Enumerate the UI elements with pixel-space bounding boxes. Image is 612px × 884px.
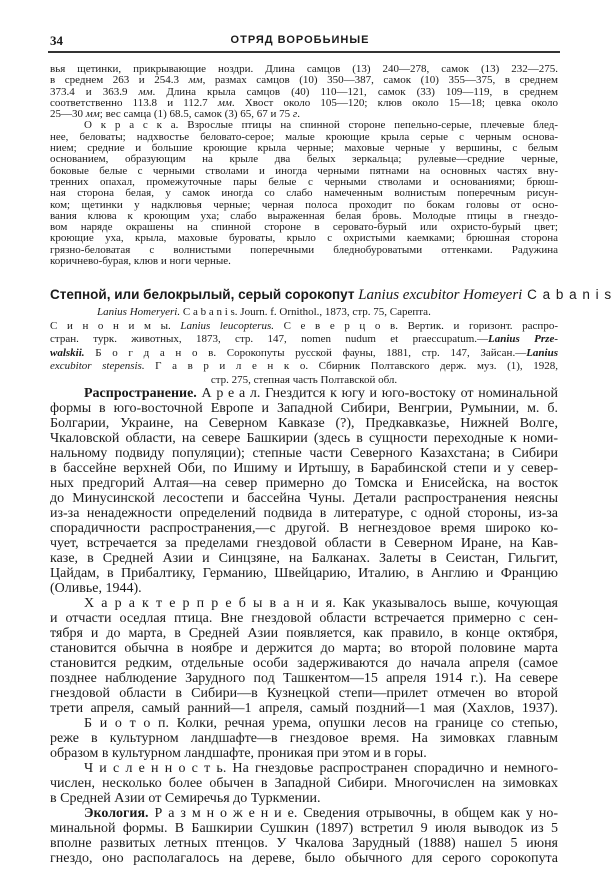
section-title: Экология.	[84, 806, 149, 821]
text-segment: нием; средние и большие кроющие крыла черные; маховые черные у вершины, с белым	[50, 142, 558, 155]
text-segment: Цайдам, в Прибалтику, Германию, Швейцарию, Италию, в Англию и Францию	[50, 566, 558, 581]
synonyms-block	[50, 306, 558, 388]
text-segment: .	[297, 108, 300, 121]
text-segment: минальной формы. В Башкирии Сушкин (1897) встретил 9 июля выводок из 5	[50, 821, 558, 836]
text-segment: тября и до марта, в Средней Азии появляется, как правило, в конце октября,	[50, 626, 558, 641]
text-line	[50, 851, 558, 866]
text-segment: Р а з м н о ж е н и е. Сведения отрывочны, в общем как у но-	[148, 806, 558, 821]
latin-name: Lanius	[526, 346, 558, 359]
text-line	[50, 536, 558, 551]
text-line	[50, 360, 558, 374]
text-line	[50, 506, 558, 521]
text-segment: позднее наблюдение Зарудного под Ташкентом—15 апреля 1914 г.). На севере	[50, 671, 558, 686]
text-line	[50, 716, 558, 731]
text-segment: грязно-беловатая с волнистыми поперечными бледнобуроватыми оттенками. Радужина	[50, 243, 558, 256]
text-segment: нее, беловаты; надхвостье беловато-серое; малые кроющие крыла серые с черным основа-	[50, 130, 558, 143]
text-segment: казе, в Средней Азии и Синцзяне, на Балканах. Залеты в Сеистан, Гильгит,	[50, 551, 558, 566]
text-segment: спорадичности распространения,—с другой. В негнездовое время широко ко-	[50, 521, 558, 536]
text-segment: из-за ненадежности определений подвида в литературе, с одной стороны, из-за	[50, 506, 558, 521]
text-segment: . Длина крыла самцов (40) 110—121, самок (33) 109—119, в среднем	[152, 85, 558, 98]
text-segment: С и н о н и м ы.	[50, 319, 181, 332]
text-segment: соответственно 113.8 и 112.7	[50, 96, 218, 109]
text-segment: ; вес самца (1) 68.5, самок (3) 65, 67 и 75	[99, 108, 293, 121]
text-line	[50, 386, 558, 401]
latin-name: Lanius Prze-	[488, 333, 559, 346]
text-line	[50, 431, 558, 446]
text-segment: Ч и с л е н н о с т ь. На гнездовье распространен спорадично и немного-	[84, 761, 558, 776]
text-segment: в бассейне верхней Оби, по Ишиму и Иртышу, в Барабинской степи и у север-	[50, 461, 558, 476]
species-latin-name: Lanius excubitor Homeyeri	[358, 287, 523, 303]
text-segment: коричнево-бурая, клюв и ноги черные.	[50, 255, 231, 268]
text-segment: Г а в р и л е н к о. Сбирник Полтавского держ. муз. (1), 1928,	[144, 360, 558, 373]
text-line	[50, 446, 558, 461]
text-segment: Б о г д а н о в. Сорокопуты русской фауны, 1881, стр. 147, Зайсан.—	[84, 346, 527, 359]
text-line	[50, 596, 558, 611]
text-segment: гнездовой области в Сибири—в Кузнецкой степи—прилет отмечен во второй	[50, 686, 558, 701]
text-segment: C a b a n i s. Journ. f. Ornithol., 1873, стр. 75, Сарепта.	[180, 306, 431, 318]
text-line	[50, 401, 558, 416]
species-heading	[50, 287, 612, 304]
latin-name: мм	[85, 108, 100, 121]
text-segment: вполне развитых летных птенцов. У Чкалова Зарудный (1888) нашел 5 июня	[50, 836, 558, 851]
text-segment: до Минусинской лесостепи и бассейна Чуны. Детали распространения неясны	[50, 491, 558, 506]
text-segment: Чкаловской области, на севере Башкирии (здесь в сущности переходные к номи-	[50, 431, 558, 446]
text-segment: кроющие уха, крыла, маховые буроваты, крыло с охристыми каемками; брюшная сторона	[50, 232, 558, 245]
text-line	[50, 776, 558, 791]
latin-name: мм	[138, 85, 153, 98]
text-line	[50, 821, 558, 836]
latin-name: г	[292, 108, 298, 121]
text-segment: боковые белые с черными стволами и иногда черными пятнами на основных частях вну-	[50, 164, 558, 177]
text-line	[50, 626, 558, 641]
text-segment: тренних опахал, промежуточные пары белые с черными стволами и основаниями; брюш-	[50, 175, 558, 188]
text-segment: в среднем 263 и 254.3	[50, 74, 189, 87]
text-line	[50, 641, 558, 656]
text-line	[50, 333, 558, 347]
text-segment: основанием, образующим на крыле два белых зеркальца; рулевые—средние черные,	[50, 153, 558, 166]
text-segment: чует, встречается за пределами гнездовой области в Северном Иране, на Кав-	[50, 536, 558, 551]
header-rule	[48, 51, 560, 53]
text-line	[50, 611, 558, 626]
latin-name: мм	[217, 96, 232, 109]
text-segment: Болгарии, Украине, на Северном Кавказе (?), Предкавказье, Нижней Волге,	[50, 416, 558, 431]
text-segment: (Оливье, 1944).	[50, 581, 142, 596]
text-segment: Х а р а к т е р п р е б ы в а н и я. Как указывалось выше, кочующая	[84, 596, 558, 611]
text-segment: 25—30	[50, 108, 86, 121]
text-line	[50, 761, 558, 776]
text-line	[50, 256, 558, 267]
text-segment: формы в юго-восточной Европе и Западной Сибири, Венгрии, Румынии, м. б.	[50, 401, 558, 416]
text-segment: реже в культурном ландшафте—в гнездовое время. На зимовках главным	[50, 731, 558, 746]
latin-name: walskii.	[50, 346, 85, 359]
text-line	[50, 806, 558, 821]
text-line	[50, 521, 558, 536]
text-segment: вания клюва к кроющим уха; слабо выраженная белая бровь. Молодые птицы в гнездо-	[50, 209, 558, 222]
text-segment: ком; щетинки у надклювья черные; черная полоса проходит по бокам головы от осно-	[50, 198, 558, 211]
text-line	[50, 581, 558, 596]
text-segment: становится редким, отдельные особи задерживаются до начала апреля (самое	[50, 656, 558, 671]
text-line	[50, 731, 558, 746]
text-segment: ных предгорий Алтая—на север примерно до Томска и Енисейска, на восток	[50, 476, 558, 491]
latin-name: Lanius leucopterus.	[180, 319, 274, 332]
main-text	[50, 386, 558, 866]
latin-name: excubitor stepensis.	[50, 360, 145, 373]
text-segment: . Хвост около 105—120; клюв около 15—18; цевка около	[231, 96, 559, 109]
text-segment: трети апреля, самый ранний—1 апреля, самый поздний—1 мая (Хахлов, 1937).	[50, 701, 558, 716]
text-segment: и отчасти оседлая птица. Вне гнездовой области встречается примерно с сен-	[50, 611, 558, 626]
measurements-and-coloration-text	[50, 64, 558, 267]
text-line	[50, 476, 558, 491]
text-segment: 373.4 и 363.9	[50, 85, 139, 98]
text-line	[50, 566, 558, 581]
text-segment: А р е а л. Гнездится к югу и юго-востоку от номинальной	[196, 386, 558, 401]
section-title: Распространение.	[84, 386, 197, 401]
text-segment: Б и о т о п. Колки, речная урема, опушки лесов на границе со степью,	[84, 716, 558, 731]
text-segment: вья щетинки, прикрывающие ноздри. Длина самцов (13) 240—278, самок (13) 232—275.	[50, 63, 558, 75]
running-head: ОТРЯД ВОРОБЬИНЫЕ	[230, 34, 370, 46]
text-segment: О к р а с к а. Взрослые птицы на спинной стороне пепельно-серые, плечевые блед-	[84, 119, 558, 132]
text-segment: гнездо, оно располагалось на дереве, было обычного для серого сорокопута	[50, 851, 558, 866]
latin-name: Lanius Homeryeri.	[97, 306, 181, 318]
text-line	[50, 656, 558, 671]
text-line	[50, 306, 558, 320]
text-segment: стр. 275, степная часть Полтавской обл.	[210, 373, 398, 386]
text-line	[50, 701, 558, 716]
page-number: 34	[50, 33, 63, 48]
text-line	[50, 416, 558, 431]
text-line	[50, 491, 558, 506]
text-line	[50, 836, 558, 851]
text-segment: становится обычна в ноябре и держится до марта; во второй половине марта	[50, 641, 558, 656]
text-segment: нальному подвиду популяции); степные части Северного Казахстана; в Сибири	[50, 446, 558, 461]
species-common-name: Степной, или белокрылый, серый сорокопут	[50, 287, 359, 302]
text-segment: ная сторона белая, у самок иногда со слабо намеченным волнистым поперечным рисун-	[50, 187, 558, 200]
text-segment: стран. турк. животных, 1873, стр. 147, nomen nudum et praeccupatum.—	[50, 333, 489, 346]
text-line	[50, 320, 558, 334]
text-line	[50, 686, 558, 701]
text-line	[50, 671, 558, 686]
text-line	[50, 347, 558, 361]
text-line	[50, 746, 558, 761]
text-line	[50, 551, 558, 566]
latin-name: мм	[188, 74, 203, 87]
text-segment: числен, несколько более обычен в Западной Сибири. Многочислен на зимовках	[50, 776, 558, 791]
text-line	[50, 461, 558, 476]
text-segment: , размах самцов (10) 350—387, самок (10) 355—375, в среднем	[202, 74, 559, 87]
text-segment: вом наряде окрашены на спинной стороне в серовато-бурый или охристо-бурый цвет;	[50, 221, 558, 234]
text-segment: образом в культурном ландшафте, проникая при этом и в горы.	[50, 746, 427, 761]
text-segment: С е в е р ц о в. Вертик. и горизонт. распро-	[273, 319, 558, 332]
text-segment: в Средней Азии от Семиречья до Туркмении.	[50, 791, 321, 806]
text-line	[50, 791, 558, 806]
species-author: C a b a n i s	[522, 287, 612, 302]
